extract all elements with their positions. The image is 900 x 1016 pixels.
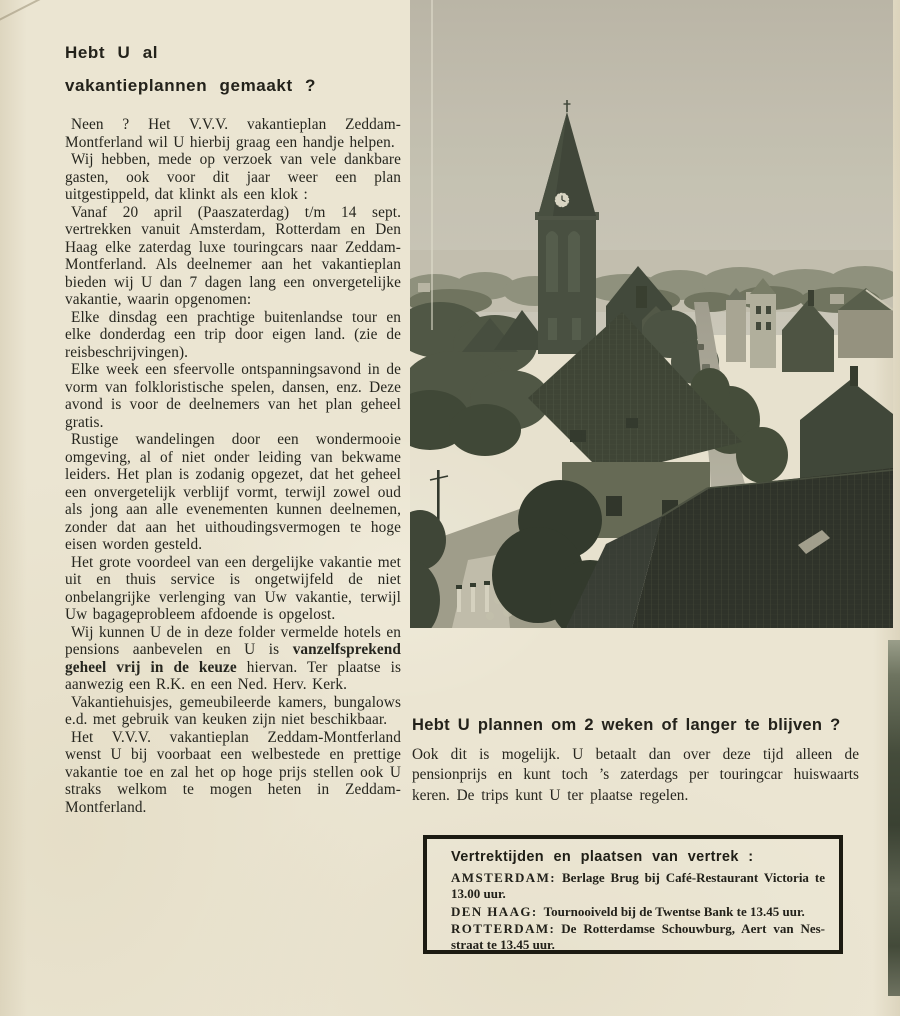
paper-crease <box>0 0 42 22</box>
paragraph-fragment: Wij kunnen U de in deze folder vermelde hotels en pensions aanbevelen en U is <box>65 623 401 658</box>
body-paragraph: Wij hebben, mede op verzoek van vele dankbare gasten, ook voor dit jaar weer een plan uitgestippeld, dat klinkt als een klok : <box>65 151 401 203</box>
paragraph-fragment: hiervan. Ter plaatse is aanwezig een R.K. en een Ned. Herv. Kerk. <box>65 658 401 693</box>
body-paragraph: Vakantiehuisjes, gemeubileerde kamers, bungalows e.d. met gebruik van keuken zijn niet beschikbaar. <box>65 693 401 728</box>
departure-entry <box>451 870 825 902</box>
body-paragraph: Neen ? Het V.V.V. vakantieplan Zeddam-Montferland wil U hierbij graag een handje helpen. <box>65 116 401 151</box>
city-label: AMSTERDAM: <box>451 870 556 885</box>
departure-entry <box>451 904 825 920</box>
body-paragraph: Elke week een sfeervolle ontspanningsavond in de vorm van folkloristische spelen, dansen, enz. Deze avond is voor de deelnemers van het plan geheel gratis. <box>65 361 401 431</box>
departure-box <box>423 835 843 954</box>
departure-box-heading: Vertrektijden en plaatsen van vertrek : <box>451 849 754 865</box>
body-paragraph <box>65 624 401 694</box>
entry-detail: Berlage Brug bij Café-Restaurant Victoria te 13.00 uur. <box>451 870 825 901</box>
body-paragraph: Elke dinsdag een prachtige buitenlandse tour en elke donderdag een trip door eigen land. (zie de reisbeschrijvingen). <box>65 308 401 361</box>
left-column <box>65 44 401 816</box>
entry-detail: De Rotterdamse Schouwburg, Aert van Nes-straat te 13.45 uur. <box>451 921 825 953</box>
emphasized-text: vanzelfsprekend geheel vrij in de keuze <box>65 641 401 676</box>
section-paragraph: Ook dit is mogelijk. U betaalt dan over deze tijd alleen de pensionprijs en kunt toch ’s zaterdags per touringcar huiswaarts keren. De trips kunt U ter plaatse regelen. <box>412 746 859 804</box>
page-title-line2: vakantieplannen gemaakt ? <box>65 76 317 95</box>
page-title-line1: Hebt U al <box>65 43 159 62</box>
body-paragraph: Het grote voordeel van een dergelijke vakantie met uit en thuis service is ongetwijfeld de niet onbelangrijke verlenging van Uw vakantie, terwijl Uw bagageprobleem afdoende is opgelost. <box>65 553 401 623</box>
village-photo <box>410 0 893 628</box>
departure-entry <box>451 921 825 953</box>
page-title <box>65 44 401 95</box>
section-heading: Hebt U plannen om 2 weken of langer te blijven ? <box>412 716 841 734</box>
city-label: ROTTERDAM: <box>451 921 556 937</box>
body-paragraph: Het V.V.V. vakantieplan Zeddam-Montferland wenst U bij voorbaat een welbestede en prettige vakantie toe en zal het op hoge prijs stellen ook U straks welkom te mogen heten in Zeddam-Montferland. <box>65 728 401 816</box>
body-paragraph: Vanaf 20 april (Paaszaterdag) t/m 14 sept. vertrekken vanuit Amsterdam, Rotterdam en Den Haag elke zaterdag luxe touringcars naar Zeddam-Montferland. Als deelnemer aan het vakantieplan bieden wij U dan 7 dagen lang een onvergetelijke vakantie, waarin opgenomen: <box>65 203 401 308</box>
city-label: DEN HAAG: <box>451 903 538 919</box>
entry-detail: Tournooiveld bij de Twentse Bank te 13.45 uur. <box>543 903 805 919</box>
intro-text <box>65 116 401 816</box>
adjacent-panel-edge <box>888 640 900 996</box>
body-paragraph: Rustige wandelingen door een wondermooie omgeving, al of niet onder leiding van bekwame leiders. Het plan is zodanig opgezet, dat het geheel een onvergetelijk verblijf vormt, terwijl zowel oud als jong aan alle evenementen kunnen deelnemen, zonder dat aan het uithoudingsvermogen te hoge eisen worden gesteld. <box>65 431 401 553</box>
